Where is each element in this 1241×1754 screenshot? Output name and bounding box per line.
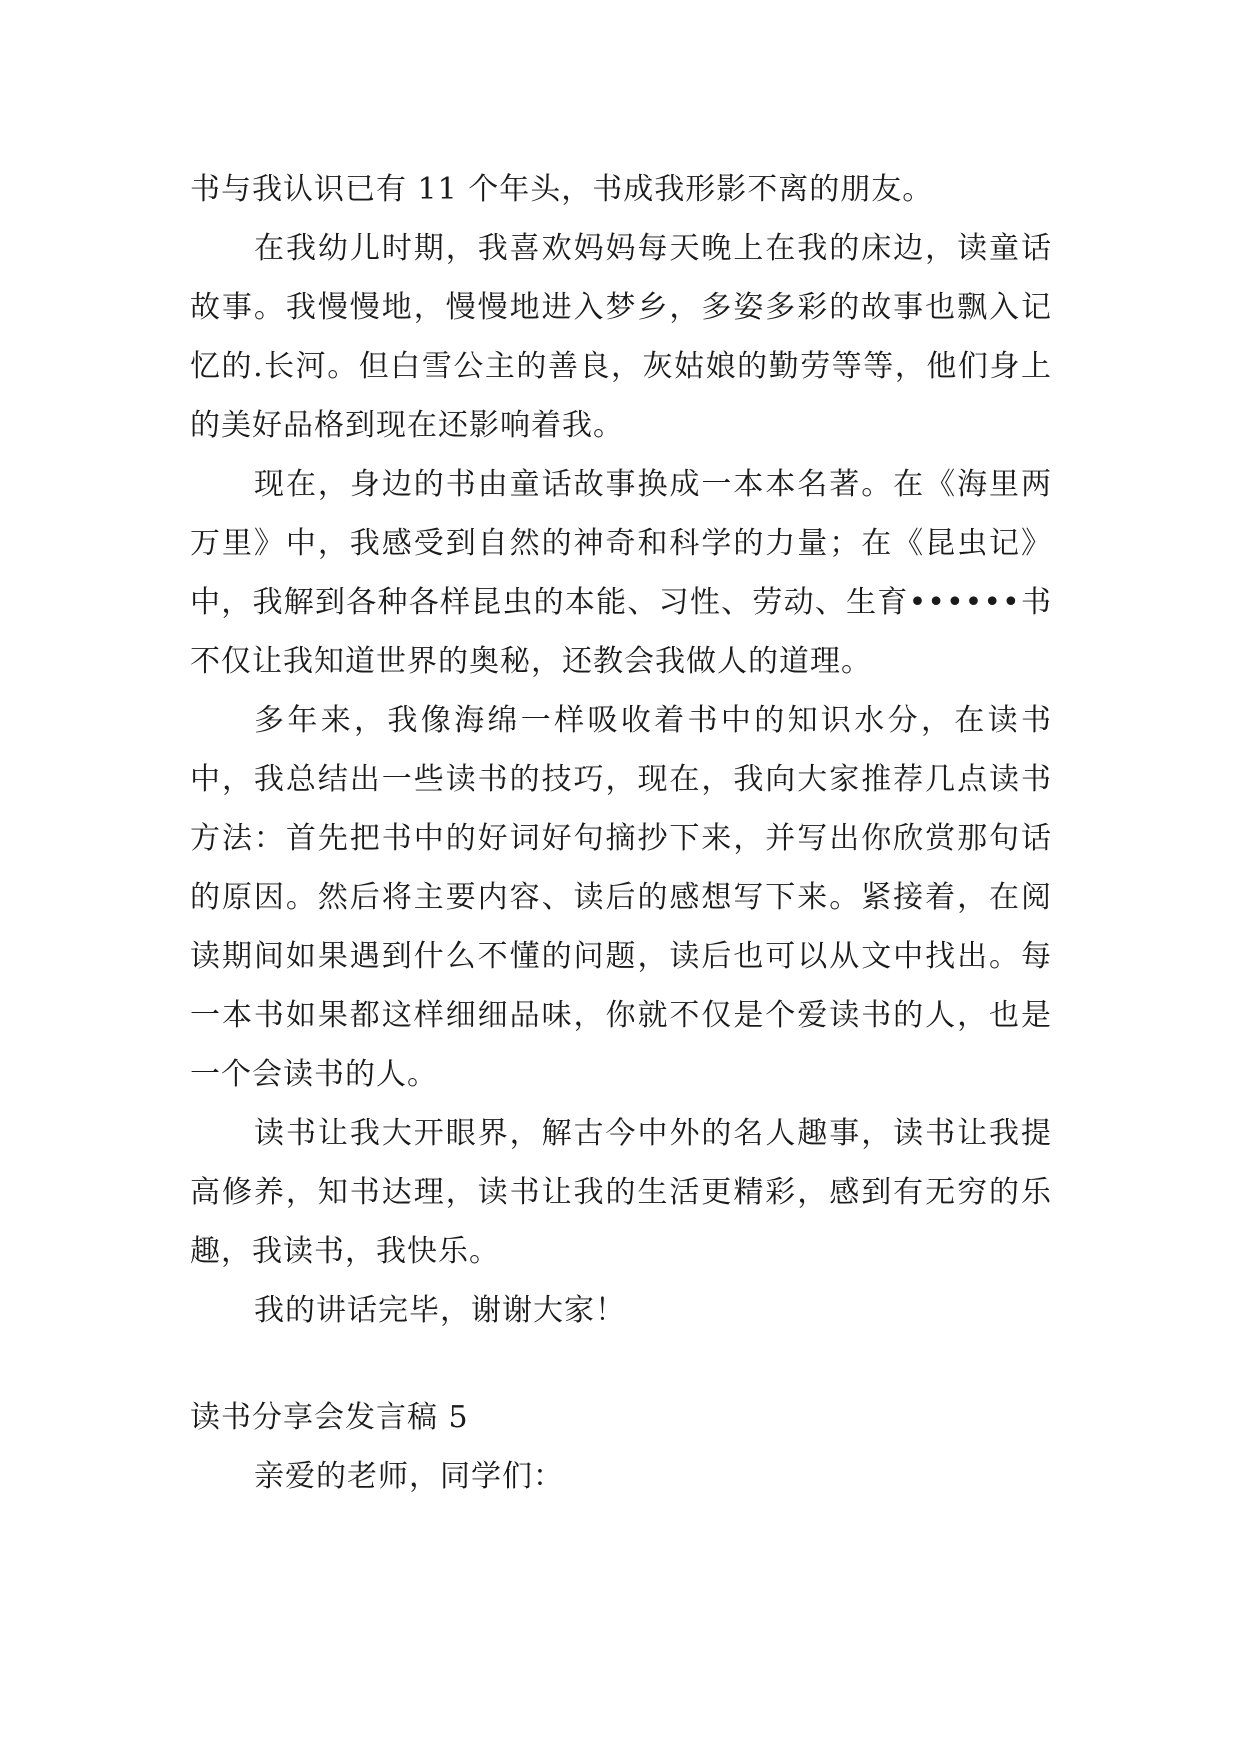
paragraph-6-closing: 我的讲话完毕，谢谢大家！ xyxy=(254,1293,626,1328)
section-heading: 读书分享会发言稿 5 xyxy=(190,1400,469,1435)
document-body xyxy=(190,160,1052,1506)
paragraph-4: 多年来，我像海绵一样吸收着书中的知识水分，在读书中，我总结出一些读书的技巧，现在，我向大家推荐几点读书方法：首先把书中的好词好句摘抄下来，并写出你欣赏那句话的原因。然后将主要内容、读后的感想写下来。紧接着，在阅读期间如果遇到什么不懂的问题，读后也可以从文中找出。每一本书如果都这样细细品味，你就不仅是个爱读书的人，也是一个会读书的人。 xyxy=(190,703,1052,1092)
paragraph-1: 书与我认识已有 11 个年头，书成我形影不离的朋友。 xyxy=(190,172,934,207)
paragraph-3: 现在，身边的书由童话故事换成一本本名著。在《海里两万里》中，我感受到自然的神奇和科学的力量；在《昆虫记》中，我解到各种各样昆虫的本能、习性、劳动、生育••••••书不仅让我知道世界的奥秘，还教会我做人的道理。 xyxy=(190,467,1052,679)
paragraph-2: 在我幼儿时期，我喜欢妈妈每天晚上在我的床边，读童话故事。我慢慢地，慢慢地进入梦乡，多姿多彩的故事也飘入记忆的.长河。但白雪公主的善良，灰姑娘的勤劳等等，他们身上的美好品格到现在还影响着我。 xyxy=(190,231,1052,443)
paragraph-5: 读书让我大开眼界，解古今中外的名人趣事，读书让我提高修养，知书达理，读书让我的生活更精彩，感到有无穷的乐趣，我读书，我快乐。 xyxy=(190,1116,1052,1269)
greeting: 亲爱的老师，同学们： xyxy=(254,1459,564,1494)
